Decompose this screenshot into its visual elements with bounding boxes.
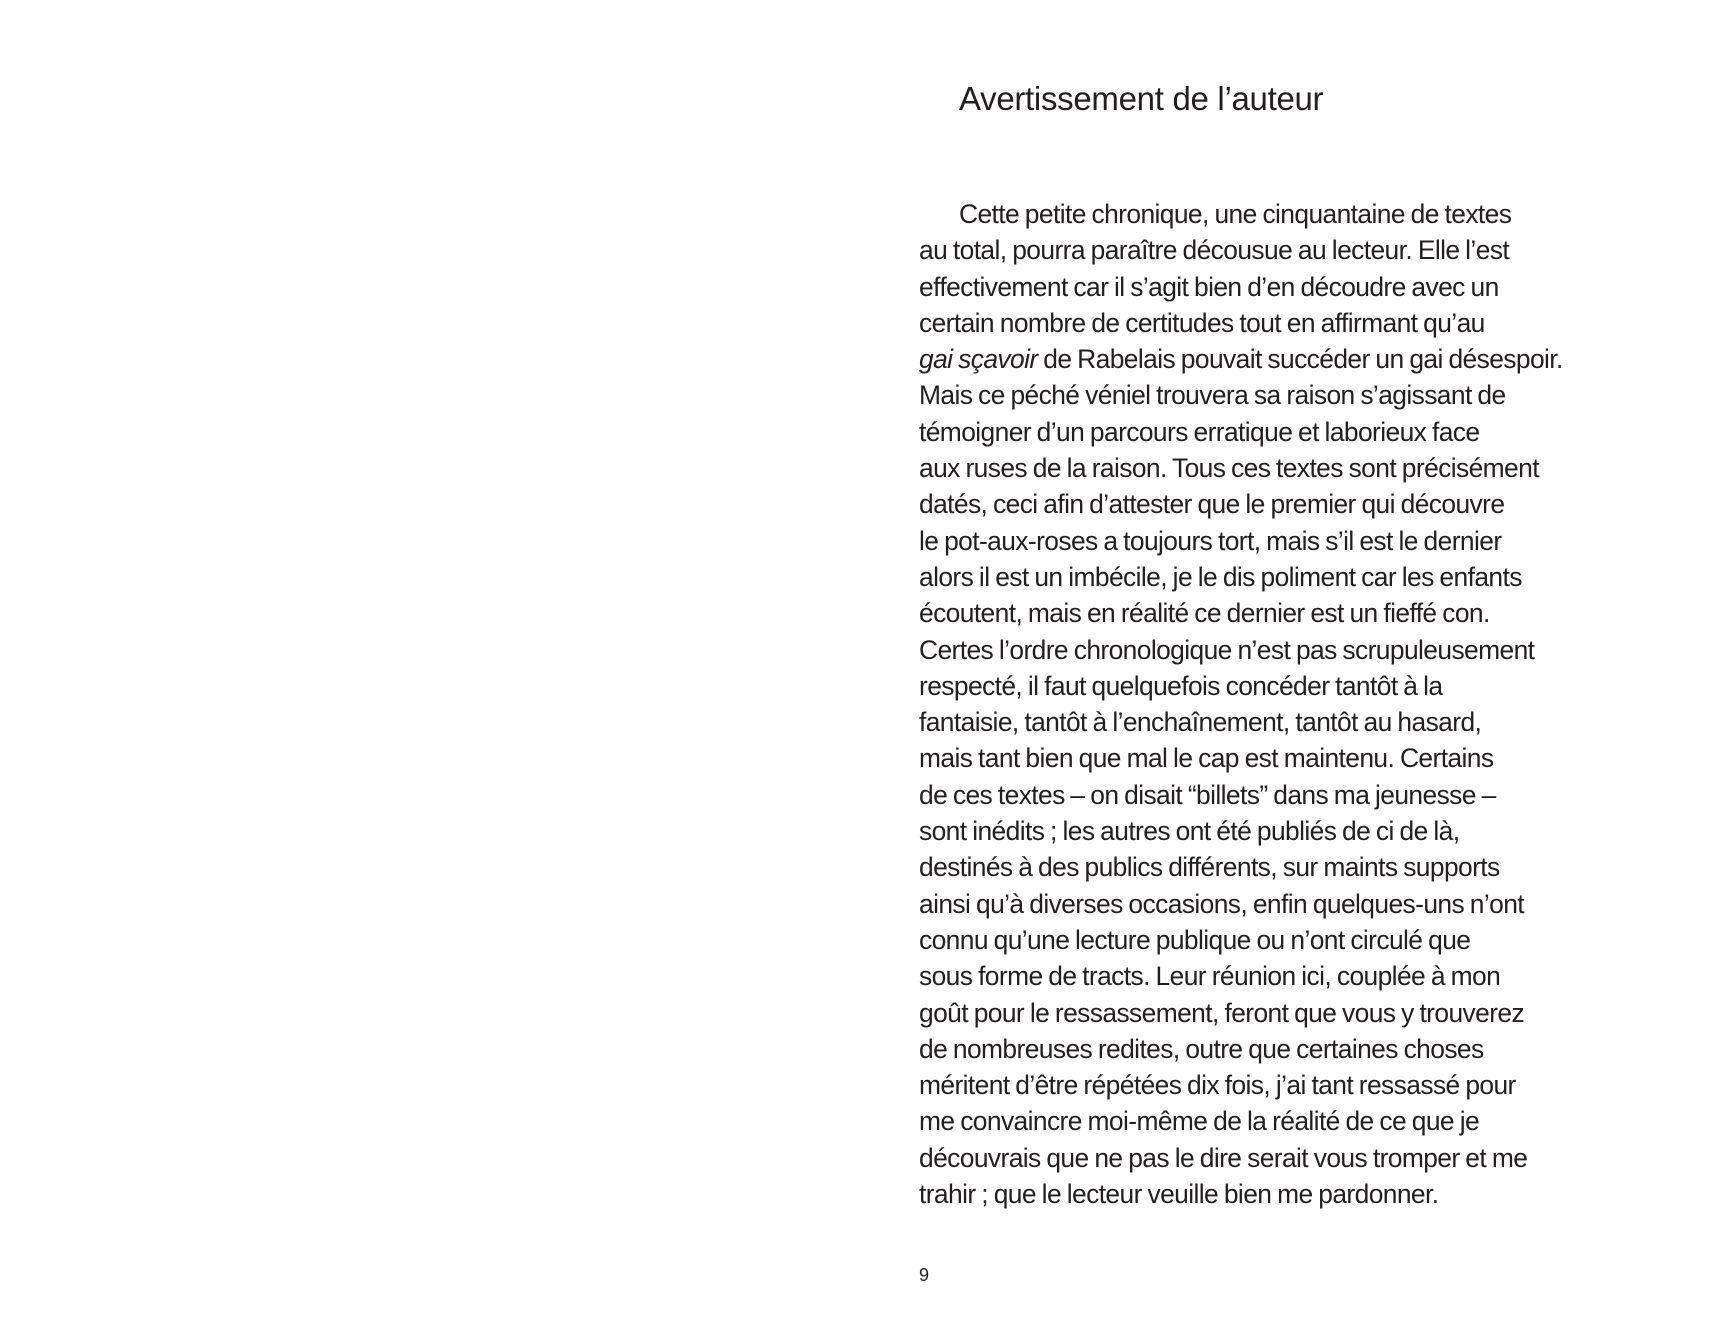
text-line-rest: de Rabelais pouvait succéder un gai désespoir. [1037, 344, 1563, 375]
text-line: Mais ce péché véniel trouvera sa raison s’agissant de [919, 380, 1506, 411]
text-line: certain nombre de certitudes tout en affirmant qu’au [919, 307, 1485, 338]
text-line: mais tant bien que mal le cap est maintenu. Certains [919, 743, 1494, 774]
text-line: goût pour le ressassement, feront que vous y trouverez [919, 997, 1525, 1028]
chapter-title: Avertissement de l’auteur [959, 80, 1324, 117]
text-line: Cette petite chronique, une cinquantaine de textes [959, 199, 1512, 229]
text-line: sous forme de tracts. Leur réunion ici, couplée à mon [919, 961, 1501, 992]
text-line: découvrais que ne pas le dire serait vous tromper et me [919, 1142, 1528, 1173]
text-line: destinés à des publics différents, sur maints supports [919, 852, 1500, 883]
text-line: sont inédits ; les autres ont été publiés de ci de là, [919, 816, 1460, 847]
text-line: témoigner d’un parcours erratique et laborieux face [919, 416, 1480, 447]
text-line: connu qu’une lecture publique ou n’ont circulé que [919, 924, 1471, 955]
text-line: me convaincre moi-même de la réalité de ce que je [919, 1106, 1480, 1137]
text-line: le pot-aux-roses a toujours tort, mais s’il est le dernier [919, 525, 1502, 556]
text-line: respecté, il faut quelquefois concéder tantôt à la [919, 670, 1443, 701]
text-line: Certes l’ordre chronologique n’est pas scrupuleusement [919, 634, 1535, 665]
text-line: alors il est un imbécile, je le dis poliment car les enfants [919, 561, 1522, 592]
italic-phrase: gai sçavoir [919, 344, 1038, 375]
text-line: écoutent, mais en réalité ce dernier est un fieffé con. [919, 598, 1490, 629]
text-line: de ces textes – on disait “billets” dans ma jeunesse – [919, 779, 1496, 810]
text-line: fantaisie, tantôt à l’enchaînement, tantôt au hasard, [919, 707, 1482, 738]
body-paragraph [919, 196, 1599, 1212]
text-line: de nombreuses redites, outre que certaines choses [919, 1033, 1484, 1064]
text-line: aux ruses de la raison. Tous ces textes sont précisément [919, 453, 1539, 484]
text-line: méritent d’être répétées dix fois, j’ai tant ressassé pour [919, 1070, 1516, 1101]
text-line: trahir ; que le lecteur veuille bien me pardonner. [919, 1179, 1439, 1210]
text-line: datés, ceci afin d’attester que le premier qui découvre [919, 489, 1505, 520]
right-page [866, 0, 1732, 1338]
page-number: 9 [919, 1265, 930, 1285]
text-line: au total, pourra paraître décousue au lecteur. Elle l’est [919, 235, 1510, 266]
text-line: ainsi qu’à diverses occasions, enfin quelques-uns n’ont [919, 888, 1525, 919]
text-line: effectivement car il s’agit bien d’en découdre avec un [919, 271, 1499, 302]
text-line [919, 341, 1599, 377]
